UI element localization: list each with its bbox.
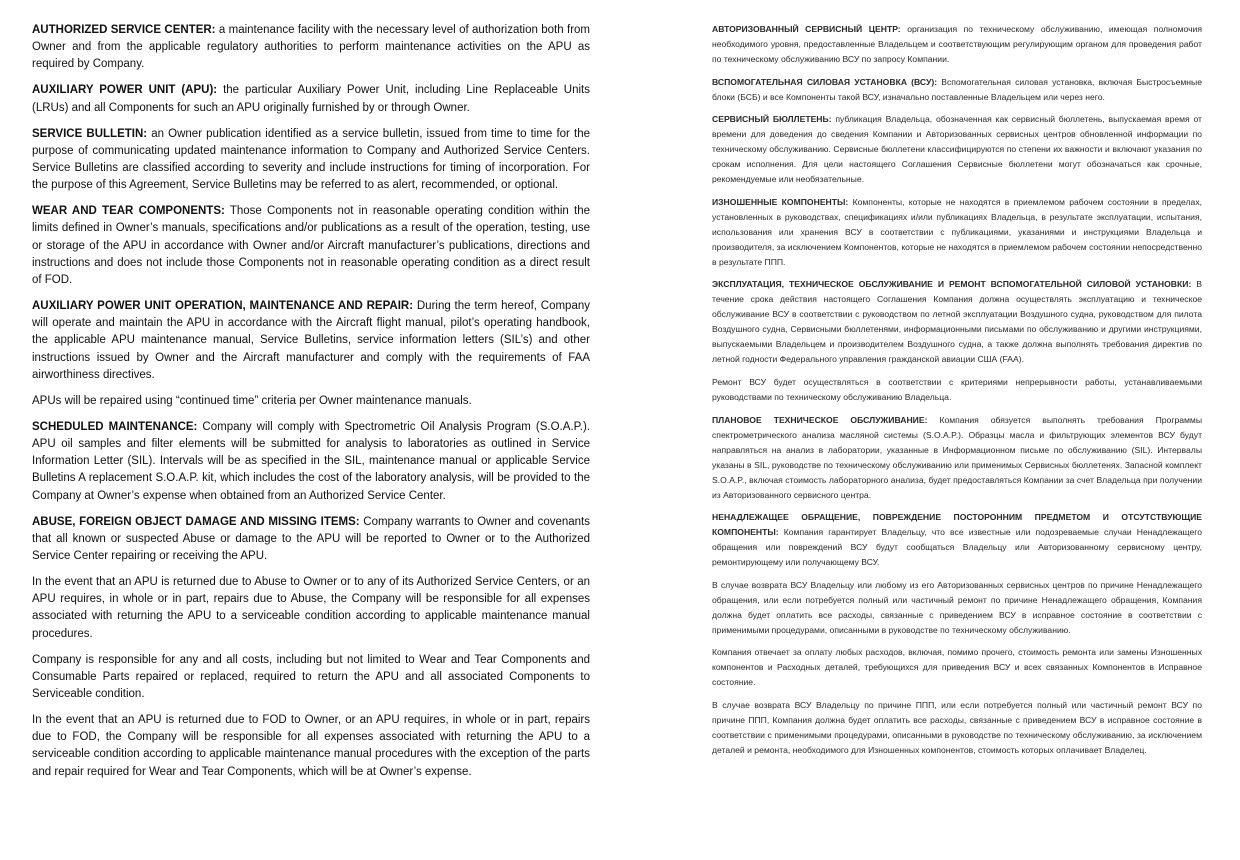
en-paragraph <box>32 203 590 289</box>
en-term: WEAR AND TEAR COMPONENTS: <box>32 205 225 218</box>
ru-paragraph <box>712 698 1202 758</box>
en-text: In the event that an APU is returned due to Abuse to Owner or to any of its Authorized Service Centers, or an APU requires, in whole or in part, repairs due to Abuse, the Company will be responsible for all expenses associated with returning the APU to a serviceable condition according to applicable maintenance manual procedures. <box>32 576 590 640</box>
ru-paragraph <box>712 75 1202 105</box>
en-paragraph <box>32 22 590 74</box>
en-text: In the event that an APU is returned due to FOD to Owner, or an APU requires, in whole or in part, repairs due to FOD, the Company will be responsible for all expenses associated with returning the APU to a serviceable condition according to applicable maintenance manual procedures with the exception of the parts and repair required for Wear and Tear Components, which will be at Owner’s expense. <box>32 714 590 778</box>
ru-term: ПЛАНОВОЕ ТЕХНИЧЕСКОЕ ОБСЛУЖИВАНИЕ: <box>712 414 928 425</box>
ru-text: Ремонт ВСУ будет осуществляться в соответствии с критериями непрерывности работы, устанавливаемыми руководствами по техническому обслуживанию Владельца. <box>712 376 1202 402</box>
en-text: an Owner publication identified as a service bulletin, issued from time to time for the purpose of communicating updated maintenance information to Company and Authorized Service Centers. Service Bulletins are classified according to severity and include instructions for timing of incorporation. For the purpose of this Agreement, Service Bulletins may be referred to as alert, recommended, or optional. <box>32 127 590 192</box>
ru-text: организация по техническому обслуживанию, имеющая полномочия необходимого уровня, предоставленные Владельцем и соответствующим регулирующим органом для проведения работ по техническому обслуживанию ВСУ по запросу Компании. <box>712 24 1203 64</box>
ru-paragraph <box>712 22 1202 67</box>
en-text: Those Components not in reasonable operating condition within the limits defined in Owner’s manuals, specifications and/or publications as a result of the operation, testing, use or storage of the APU in accordance with Owner and/or Aircraft manufacturer’s publications, directions and instructions and does not include those Components not in reasonable operating condition as a direct result of FOD. <box>32 205 590 287</box>
ru-text: Компания гарантирует Владельцу, что все известные или подозреваемые случаи Ненадлежащего обращения или повреждений ВСУ будут сообщаться Владельцу или Авторизованному сервисному центру, ремонтирующему или получающему ВСУ. <box>712 527 1203 568</box>
en-paragraph <box>32 393 590 410</box>
en-text: a maintenance facility with the necessary level of authorization both from Owner and from the applicable regulatory authorities to perform maintenance activities on the APU as required by Company. <box>32 24 590 71</box>
ru-term: ИЗНОШЕННЫЕ КОМПОНЕНТЫ: <box>712 196 849 207</box>
ru-term: СЕРВИСНЫЙ БЮЛЛЕТЕНЬ: <box>712 114 832 125</box>
ru-text: Компоненты, которые не находятся в приемлемом рабочем состоянии в пределах, установленных в руководствах, спецификациях и/или публикациях Владельца, в результате эксплуатации, испытания, использования или хранения ВСУ в соответствии с публикациями, указаниями и инструкциями Владельца и производителя, за исключением Компонентов, которые не находятся в приемлемом рабочем состоянии непосредственно в результате ППП. <box>712 196 1203 267</box>
en-text: APUs will be repaired using “continued time” criteria per Owner maintenance manuals. <box>32 394 472 407</box>
en-paragraph <box>32 712 590 781</box>
ru-text: публикация Владельца, обозначенная как сервисный бюллетень, выпускаемая время от времени для доведения до сведения Компании и Авторизованных сервисных центров обновленной информации по техническому обслуживанию. Сервисные бюллетени классифицируются по степени их важности и включают указания по срокам исполнения. Для цели настоящего Соглашения Сервисные бюллетени могут обозначаться как срочные, рекомендуемые или необязательные. <box>712 114 1202 185</box>
en-text: the particular Auxiliary Power Unit, including Line Replaceable Units (LRUs) and all Components for such an APU originally furnished by or through Owner. <box>32 84 590 114</box>
en-paragraph <box>32 419 590 505</box>
en-paragraph <box>32 514 590 566</box>
en-term: AUXILIARY POWER UNIT OPERATION, MAINTENANCE AND REPAIR: <box>32 300 414 313</box>
en-term: ABUSE, FOREIGN OBJECT DAMAGE AND MISSING ITEMS: <box>32 515 360 528</box>
ru-paragraph <box>712 112 1202 187</box>
ru-text: Компания обязуется выполнять требования Программы спектрометрического анализа масляной системы (S.O.A.P.). Образцы масла и фильтрующих элементов ВСУ будут направляться на анализ в лаборатории, указанные в Информационном письме по обслуживанию (SIL). Интервалы указаны в SIL, руководстве по техническому обслуживанию или применимых Сервисных бюллетенях. Запасной комплект S.O.A.P., включая стоимость лабораторного анализа, будет предоставляться Компании за счет Владельца при получении из Авторизованного сервисного центра. <box>712 414 1203 500</box>
en-text: During the term hereof, Company will operate and maintain the APU in accordance with the Aircraft flight manual, pilot’s operating handbook, the applicable APU maintenance manual, Service Bulletins, service information letters (SIL’s) and other instructions issued by Owner and the Aircraft manufacturer and comply with the requirements of FAA airworthiness directives. <box>32 300 590 381</box>
en-paragraph <box>32 298 590 384</box>
ru-term: ЭКСПЛУАТАЦИЯ, ТЕХНИЧЕСКОЕ ОБСЛУЖИВАНИЕ И РЕМОНТ ВСПОМОГАТЕЛЬНОЙ СИЛОВОЙ УСТАНОВКИ: <box>712 279 1192 290</box>
en-term: AUTHORIZED SERVICE CENTER: <box>32 24 216 36</box>
en-term: SCHEDULED MAINTENANCE: <box>32 420 198 433</box>
en-text: Company will comply with Spectrometric Oil Analysis Program (S.O.A.P.). APU oil samples and filter elements will be submitted for analysis to laboratories as outlined in Service Information Letter (SIL). Intervals will be as specified in the SIL, maintenance manual or applicable Service Bulletins A replacement S.O.A.P. kit, which includes the cost of the laboratory analysis, will be provided to the Company at Owner’s expense when obtained from an Authorized Service Center. <box>32 420 591 502</box>
en-paragraph <box>32 82 590 116</box>
ru-text: Компания отвечает за оплату любых расходов, включая, помимо прочего, стоимость ремонта или замены Изношенных компонентов и Расходных деталей, требующихся для приведения ВСУ и всех связанных Компонентов в Исправное состояние. <box>712 647 1202 688</box>
en-term: AUXILIARY POWER UNIT (APU): <box>32 84 218 97</box>
ru-text: Вспомогательная силовая установка, включая Быстросъемные блоки (БСБ) и все Компоненты такой ВСУ, изначально поставленные Владельцем или через него. <box>712 76 1202 102</box>
ru-paragraph <box>712 413 1202 503</box>
ru-term: НЕНАДЛЕЖАЩЕЕ ОБРАЩЕНИЕ, ПОВРЕЖДЕНИЕ ПОСТОРОННИМ ПРЕДМЕТОМ И ОТСУТСТВУЮЩИЕ КОМПОНЕНТЫ: <box>712 512 1202 538</box>
en-paragraph <box>32 652 590 704</box>
english-column <box>32 22 590 790</box>
ru-text: В случае возврата ВСУ Владельцу по причине ППП, или если потребуется полный или частичный ремонт ВСУ по причине ППП, Компания должна будет оплатить все расходы, связанные с приведением ВСУ в исправное состояние в соответствии с применимыми процедурами, описанными в руководстве по техническому обслуживанию, за исключением деталей и ремонта, необходимого для Изношенных компонентов, стоимость которых оплачивает Владелец. <box>712 699 1202 755</box>
ru-text: В случае возврата ВСУ Владельцу или любому из его Авторизованных сервисных центров по причине Ненадлежащего обращения, или если потребуется полный или частичный ремонт по причине Ненадлежащего обращения, Компания должна будет оплатить все расходы, связанные с приведением ВСУ в исправное состояние в соответствии с применимыми процедурами, описанными в руководстве по техническому обслуживанию. <box>712 579 1202 635</box>
en-paragraph <box>32 126 590 195</box>
en-paragraph <box>32 574 590 643</box>
en-term: SERVICE BULLETIN: <box>32 127 148 140</box>
en-text: Company is responsible for any and all costs, including but not limited to Wear and Tear Components and Consumable Parts repaired or replaced, required to return the APU and all associated Components to Serviceable condition. <box>32 653 590 701</box>
ru-paragraph <box>712 375 1202 405</box>
ru-paragraph <box>712 510 1202 570</box>
ru-paragraph <box>712 578 1202 638</box>
ru-paragraph <box>712 195 1202 270</box>
en-text: Company warrants to Owner and covenants that all known or suspected Abuse or damage to the APU will be reported to Owner or to the Authorized Service Center repairing or receiving the APU. <box>32 515 590 563</box>
ru-paragraph <box>712 645 1202 690</box>
russian-column <box>712 22 1202 766</box>
ru-text: В течение срока действия настоящего Соглашения Компания должна осуществлять эксплуатацию и техническое обслуживание ВСУ в соответствии с руководством по летной эксплуатации Воздушного судна, руководством для пилота Воздушного судна, Сервисными бюллетенями, информационными письмами по обслуживанию и другими инструкциями, выпускаемыми Владельцем и производителем Воздушного судна, а также должна выполнять требования директив по летной годности Федерального управления гражданской авиации США (FAA). <box>712 279 1202 365</box>
ru-paragraph <box>712 277 1202 367</box>
ru-term: АВТОРИЗОВАННЫЙ СЕРВИСНЫЙ ЦЕНТР: <box>712 24 901 34</box>
ru-term: ВСПОМОГАТЕЛЬНАЯ СИЛОВАЯ УСТАНОВКА (ВСУ): <box>712 76 938 87</box>
